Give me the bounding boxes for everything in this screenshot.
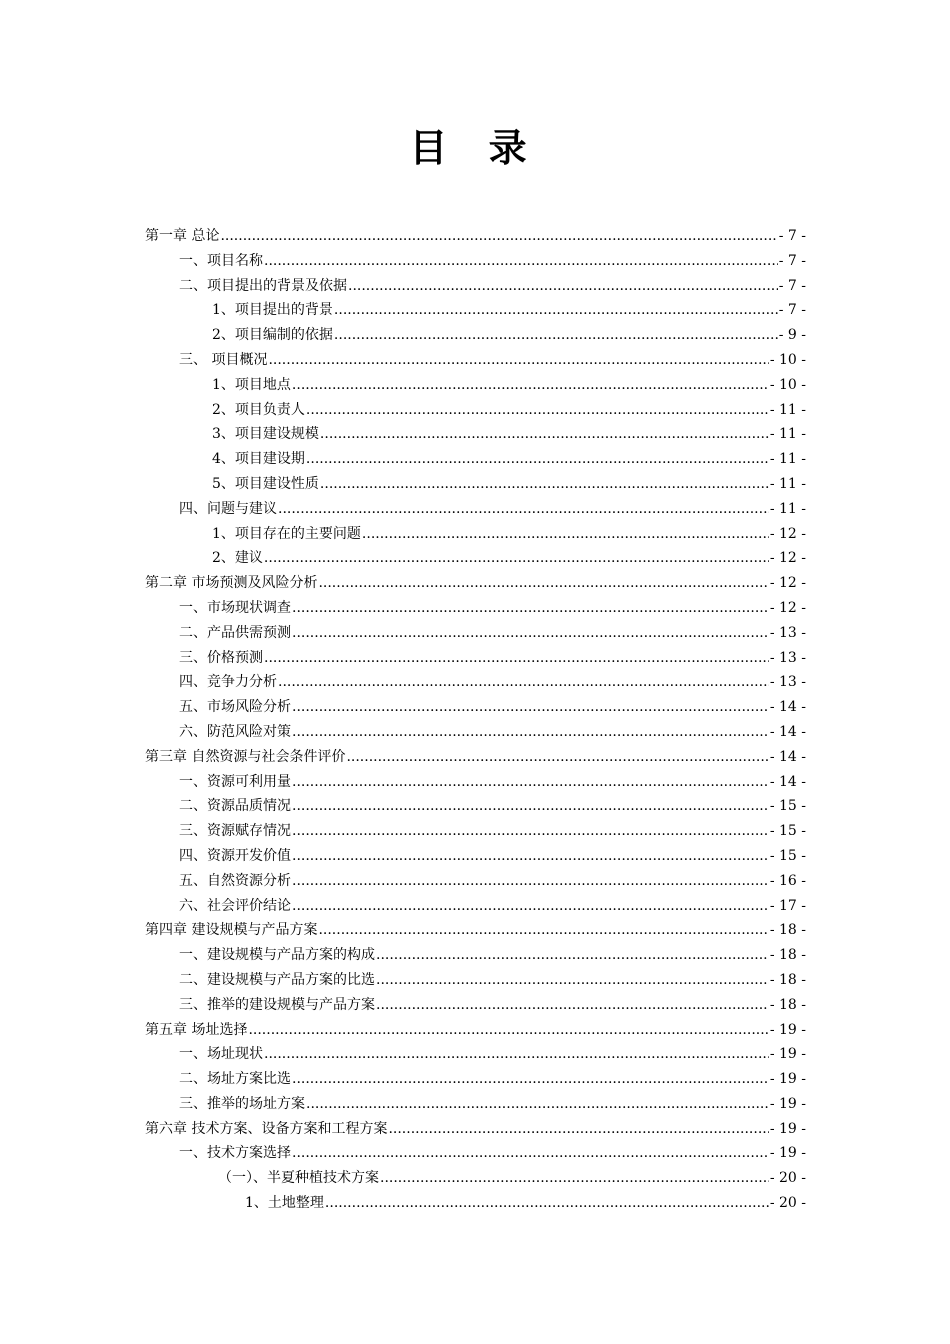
toc-entry-page-number: - 20 - (769, 1170, 806, 1187)
dot-leader (292, 596, 769, 621)
toc-entry[interactable] (145, 646, 806, 671)
toc-entry-title: 二、项目提出的背景及依据 (179, 277, 347, 294)
toc-entry-page-number: - 18 - (769, 922, 806, 939)
toc-entry-title: 第二章 市场预测及风险分析 (145, 575, 318, 592)
toc-entry-title: 1、项目存在的主要问题 (212, 525, 361, 542)
toc-entry-title: 四、问题与建议 (179, 500, 277, 517)
toc-entry-title: 三、推举的场址方案 (179, 1095, 305, 1112)
dot-leader (292, 1067, 769, 1092)
toc-entry[interactable] (145, 323, 806, 348)
toc-entry[interactable] (145, 224, 806, 249)
toc-entry-title: 三、资源赋存情况 (179, 823, 291, 840)
dot-leader (292, 695, 769, 720)
toc-entry-title: 三、价格预测 (179, 649, 263, 666)
dot-leader (306, 447, 769, 472)
dot-leader (292, 720, 769, 745)
toc-entry-title: 三、 项目概况 (179, 351, 268, 368)
toc-entry-title: 5、项目建设性质 (212, 475, 319, 492)
toc-entry-title: 一、资源可利用量 (179, 773, 291, 790)
toc-entry-page-number: - 12 - (769, 575, 806, 592)
toc-entry[interactable] (145, 249, 806, 274)
toc-entry-page-number: - 12 - (769, 599, 806, 616)
toc-entry[interactable] (145, 695, 806, 720)
toc-entry[interactable] (145, 1018, 806, 1043)
toc-entry-title: 四、资源开发价值 (179, 847, 291, 864)
toc-entry-title: 3、项目建设规模 (212, 426, 319, 443)
toc-entry-title: 六、社会评价结论 (179, 897, 291, 914)
toc-entry-title: 四、竞争力分析 (179, 674, 277, 691)
toc-entry[interactable] (145, 869, 806, 894)
toc-entry[interactable] (145, 794, 806, 819)
toc-entry-title: 第一章 总论 (145, 228, 220, 244)
dot-leader (334, 298, 778, 323)
dot-leader (334, 323, 778, 348)
toc-entry-page-number: - 14 - (769, 723, 806, 740)
toc-entry-page-number: - 11 - (769, 475, 806, 492)
dot-leader (376, 993, 769, 1018)
dot-leader (292, 373, 769, 398)
toc-entry-page-number: - 18 - (769, 996, 806, 1013)
toc-entry-page-number: - 12 - (769, 550, 806, 567)
dot-leader (292, 621, 769, 646)
toc-entry-page-number: - 18 - (769, 947, 806, 964)
toc-entry-page-number: - 13 - (769, 624, 806, 641)
dot-leader (278, 670, 769, 695)
toc-entry[interactable] (145, 894, 806, 919)
toc-entry[interactable] (145, 472, 806, 497)
dot-leader (348, 274, 778, 299)
toc-entry[interactable] (145, 918, 806, 943)
toc-entry-page-number: - 9 - (778, 327, 806, 344)
dot-leader (268, 348, 768, 373)
toc-entry-title: 一、建设规模与产品方案的构成 (179, 947, 375, 964)
toc-entry-page-number: - 11 - (769, 426, 806, 443)
toc-entry-title: 六、防范风险对策 (179, 723, 291, 740)
toc-entry[interactable] (145, 993, 806, 1018)
toc-entry[interactable] (145, 844, 806, 869)
toc-entry-page-number: - 15 - (769, 823, 806, 840)
toc-entry[interactable] (145, 298, 806, 323)
dot-leader (388, 1117, 768, 1142)
toc-entry-title: 2、项目编制的依据 (212, 327, 333, 344)
toc-entry-page-number: - 7 - (778, 302, 806, 319)
toc-entry[interactable] (145, 1166, 806, 1191)
toc-entry-page-number: - 14 - (769, 773, 806, 790)
toc-entry-page-number: - 19 - (769, 1021, 806, 1038)
toc-entry[interactable] (145, 546, 806, 571)
toc-entry-page-number: - 11 - (769, 500, 806, 517)
toc-entry[interactable] (145, 522, 806, 547)
toc-entry-page-number: - 7 - (778, 277, 806, 294)
toc-entry[interactable] (145, 571, 806, 596)
toc-entry[interactable] (145, 398, 806, 423)
table-of-contents (145, 224, 806, 1216)
toc-entry[interactable] (145, 943, 806, 968)
toc-entry-title: 三、推举的建设规模与产品方案 (179, 996, 375, 1013)
toc-entry-page-number: - 11 - (769, 451, 806, 468)
toc-entry-page-number: - 14 - (769, 699, 806, 716)
toc-entry-title: 2、建议 (212, 550, 263, 567)
toc-entry[interactable] (145, 720, 806, 745)
toc-entry-page-number: - 13 - (769, 649, 806, 666)
dot-leader (306, 398, 769, 423)
dot-leader (292, 794, 769, 819)
dot-leader (318, 571, 768, 596)
toc-entry-title: 五、自然资源分析 (179, 872, 291, 889)
toc-entry-page-number: - 7 - (778, 228, 806, 244)
toc-entry-page-number: - 19 - (769, 1095, 806, 1112)
toc-entry[interactable] (145, 745, 806, 770)
toc-entry[interactable] (145, 447, 806, 472)
toc-entry-page-number: - 19 - (769, 1120, 806, 1137)
toc-entry-page-number: - 20 - (769, 1195, 806, 1212)
dot-leader (318, 918, 768, 943)
toc-entry-title: 第六章 技术方案、设备方案和工程方案 (145, 1120, 388, 1137)
toc-entry-page-number: - 10 - (769, 376, 806, 393)
toc-entry-page-number: - 14 - (769, 748, 806, 765)
dot-leader (320, 422, 769, 447)
toc-entry-title: 五、市场风险分析 (179, 699, 291, 716)
dot-leader (292, 1141, 769, 1166)
toc-entry[interactable] (145, 348, 806, 373)
dot-leader (278, 497, 769, 522)
toc-entry-page-number: - 15 - (769, 798, 806, 815)
page-title: 目 录 (409, 126, 541, 170)
dot-leader (264, 546, 769, 571)
dot-leader (292, 894, 769, 919)
toc-entry[interactable] (145, 497, 806, 522)
toc-entry[interactable] (145, 1042, 806, 1067)
dot-leader (376, 943, 769, 968)
toc-entry[interactable] (145, 1141, 806, 1166)
toc-entry-title: 2、项目负责人 (212, 401, 305, 418)
toc-entry-title: 二、产品供需预测 (179, 624, 291, 641)
dot-leader (325, 1191, 769, 1216)
dot-leader (376, 968, 769, 993)
dot-leader (292, 819, 769, 844)
toc-entry[interactable] (145, 274, 806, 299)
toc-entry[interactable] (145, 373, 806, 398)
dot-leader (362, 522, 769, 547)
toc-entry[interactable] (145, 1067, 806, 1092)
toc-entry-title: 1、项目提出的背景 (212, 302, 333, 319)
toc-entry[interactable] (145, 1117, 806, 1142)
toc-entry-page-number: - 7 - (778, 252, 806, 269)
dot-leader (292, 844, 769, 869)
toc-entry-page-number: - 19 - (769, 1145, 806, 1162)
toc-entry[interactable] (145, 1191, 806, 1216)
dot-leader (346, 745, 768, 770)
dot-leader (264, 249, 778, 274)
toc-entry-title: 第四章 建设规模与产品方案 (145, 922, 318, 939)
toc-entry-title: 二、资源品质情况 (179, 798, 291, 815)
toc-entry-title: 二、建设规模与产品方案的比选 (179, 971, 375, 988)
toc-entry-title: 1、项目地点 (212, 376, 291, 393)
toc-entry-title: 一、项目名称 (179, 252, 263, 269)
toc-entry-page-number: - 19 - (769, 1071, 806, 1088)
dot-leader (248, 1018, 768, 1043)
toc-entry[interactable] (145, 670, 806, 695)
toc-entry-title: 二、场址方案比选 (179, 1071, 291, 1088)
toc-entry-title: 一、场址现状 (179, 1046, 263, 1063)
toc-entry-page-number: - 16 - (769, 872, 806, 889)
toc-entry[interactable] (145, 968, 806, 993)
toc-entry-title: （一）、半夏种植技术方案 (218, 1170, 379, 1187)
toc-entry-title: 4、项目建设期 (212, 451, 305, 468)
toc-entry-title: 一、技术方案选择 (179, 1145, 291, 1162)
dot-leader (220, 224, 777, 249)
toc-entry-title: 一、市场现状调查 (179, 599, 291, 616)
toc-entry[interactable] (145, 770, 806, 795)
toc-entry-page-number: - 15 - (769, 847, 806, 864)
dot-leader (264, 646, 769, 671)
toc-entry-page-number: - 12 - (769, 525, 806, 542)
dot-leader (320, 472, 769, 497)
dot-leader (380, 1166, 769, 1191)
toc-entry-title: 第五章 场址选择 (145, 1021, 248, 1038)
toc-entry-page-number: - 13 - (769, 674, 806, 691)
toc-entry[interactable] (145, 819, 806, 844)
toc-entry[interactable] (145, 596, 806, 621)
toc-entry[interactable] (145, 1092, 806, 1117)
dot-leader (264, 1042, 769, 1067)
toc-entry-page-number: - 11 - (769, 401, 806, 418)
toc-entry-title: 第三章 自然资源与社会条件评价 (145, 748, 346, 765)
toc-entry-page-number: - 18 - (769, 971, 806, 988)
dot-leader (306, 1092, 769, 1117)
toc-entry-title: 1、土地整理 (245, 1195, 324, 1212)
dot-leader (292, 770, 769, 795)
toc-entry-page-number: - 10 - (769, 351, 806, 368)
toc-entry[interactable] (145, 422, 806, 447)
dot-leader (292, 869, 769, 894)
toc-entry-page-number: - 19 - (769, 1046, 806, 1063)
toc-entry[interactable] (145, 621, 806, 646)
toc-entry-page-number: - 17 - (769, 897, 806, 914)
